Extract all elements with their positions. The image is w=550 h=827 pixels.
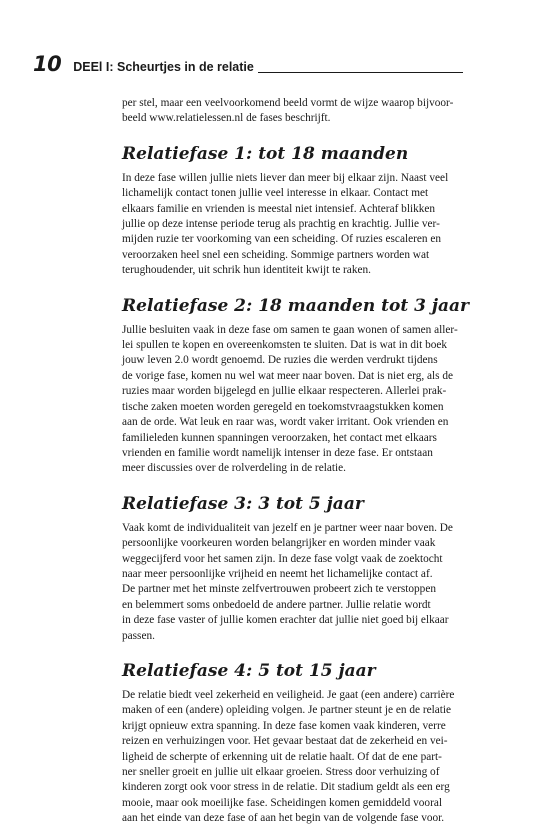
header-rule [258,72,463,73]
section-paragraph [122,323,470,477]
text-line: persoonlijke voorkeuren worden belangrijker en worden minder vaak [122,537,436,550]
text-line: familieleden kunnen spanningen veroorzaken, het contact met elkaars [122,431,437,444]
section-heading: Relatiefase 2: 18 maanden tot 3 jaar [122,295,469,316]
text-line: meer discussies over de rolverdeling in de relatie. [122,462,346,475]
text-line: passen. [122,629,155,642]
text-line: ner sneller groeit en jullie uit elkaar groeien. Stress door verhuizing of [122,766,440,778]
text-line: reizen en verhuizingen voor. Het gevaar bestaat dat de zekerheid en vei- [122,735,448,748]
section-paragraph [122,521,470,644]
text-line: aan het einde van deze fase of aan het begin van de volgende fase voor. [122,812,445,825]
intro-paragraph [122,96,470,127]
text-line: Vaak komt de individualiteit van jezelf en je partner weer naar boven. De [122,521,453,534]
section-heading: Relatiefase 3: 3 tot 5 jaar [122,493,364,514]
text-line: jouw leven 2.0 wordt genoemd. De ruzies die werden verdrukt tijdens [122,354,438,367]
text-line: terughoudender, uit schrik hun identiteit kwijt te raken. [122,264,371,277]
text-line: maken of een (andere) opleiding volgen. Je partner steunt je en de relatie [122,704,452,717]
section-heading: Relatiefase 4: 5 tot 15 jaar [122,660,376,681]
text-line: De relatie biedt veel zekerheid en veiligheid. Je gaat (een andere) carrière [122,688,455,701]
text-line: krijgt opnieuw extra spanning. In deze fase komen vaak kinderen, verre [122,719,446,732]
text-line: veroorzaken heel snel een scheiding. Sommige partners worden wat [122,248,430,261]
text-line: elkaars familie en vrienden is meestal niet intensief. Achteraf blikken [122,202,436,215]
section-paragraph [122,171,470,279]
text-line: In deze fase willen jullie niets liever dan meer bij elkaar zijn. Naast veel [122,171,449,184]
running-header [33,50,463,76]
text-line: lei spullen te kopen en overeenkomsten te sluiten. Dat is wat in dit boek [122,339,448,352]
page-content [122,96,470,827]
text-line: De partner met het minste zelfvertrouwen probeert zich te verstoppen [122,583,436,596]
section-paragraph [122,688,470,827]
section-heading: Relatiefase 1: tot 18 maanden [122,143,409,164]
text-line: naar meer persoonlijke vrijheid en neemt het lichamelijke contact af. [122,567,433,580]
text-line: vrienden en familie wordt namelijk intenser in deze fase. Er ontstaan [122,446,433,459]
page-number: 10 [33,52,62,76]
text-line: Jullie besluiten vaak in deze fase om samen te gaan wonen of samen aller- [122,323,458,336]
chapter-title: DEEl I: Scheurtjes in de relatie [73,60,254,74]
text-line: ruzies maar worden bijgelegd en jullie elkaar respecteren. Allerlei prak- [122,385,447,398]
text-line: lichamelijk contact tonen jullie veel interesse in elkaar. Contact met [122,187,429,200]
text-line: jullie op deze intense periode terug als prachtig en krachtig. Jullie ver- [122,218,440,231]
text-line: ligheid de scherpte of erkenning uit de relatie haalt. Of dat de ene part- [122,750,442,763]
text-line: weggecijferd voor het samen zijn. In deze fase volgt vaak de zoektocht [122,552,443,565]
text-line: aan de orde. Wat leuk en raar was, wordt vaker irritant. Ook vrienden en [122,416,449,429]
text-line: mooie, maar ook moeilijke fase. Scheidingen komen gemiddeld vooral [122,796,442,809]
text-line: beeld www.relatielessen.nl de fases beschrijft. [122,112,331,125]
text-line: kinderen zorgt ook voor stress in de relatie. Dit stadium geldt als een erg [122,781,450,794]
text-line: tische zaken moeten worden geregeld en toekomstvraagstukken komen [122,400,444,413]
text-line: en belemmert soms onbedoeld de andere partner. Jullie relatie wordt [122,598,431,611]
text-line: mijden ruzie ter voorkoming van een scheiding. Of ruzies escaleren en [122,233,442,246]
text-line: de vorige fase, komen nu wel wat meer naar boven. Dat is niet erg, als de [122,369,454,382]
text-line: per stel, maar een veelvoorkomend beeld vormt de wijze waarop bijvoor- [122,97,454,109]
text-line: in deze fase vaster of jullie komen erachter dat jullie niet goed bij elkaar [122,614,449,627]
